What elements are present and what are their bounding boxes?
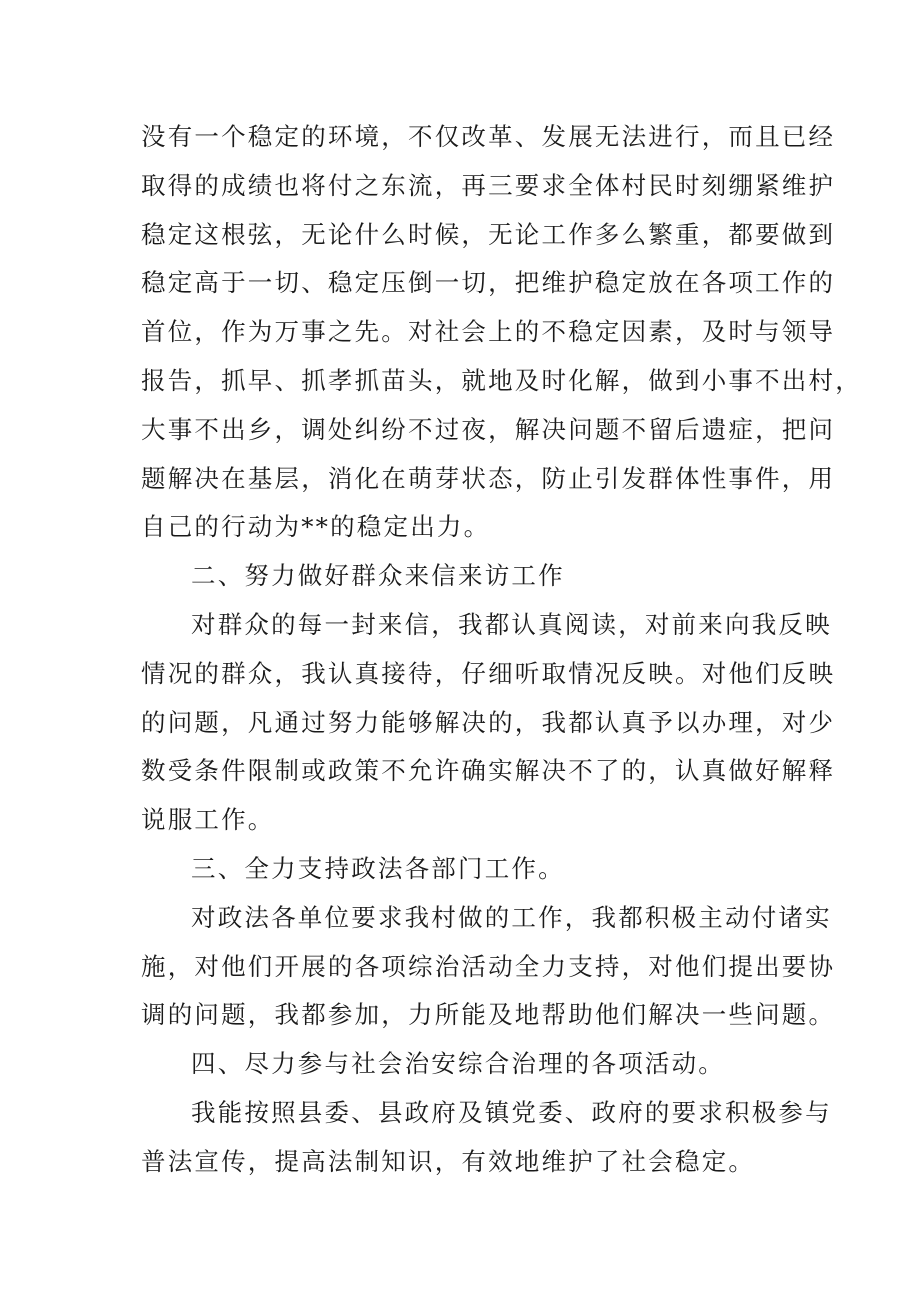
text-line: 稳定这根弦，无论什么时候，无论工作多么繁重，都要做到 [141,219,836,249]
text-line: 施，对他们开展的各项综治活动全力支持，对他们提出要协 [141,951,836,981]
section-heading-3: 三、全力支持政法各部门工作。 [191,853,565,883]
text-line: 取得的成绩也将付之东流，再三要求全体村民时刻绷紧维护 [141,170,836,200]
document-body [141,113,862,1187]
text-line: 说服工作。 [141,805,275,835]
text-line: 数受条件限制或政策不允许确实解决不了的，认真做好解释 [141,756,836,786]
text-line: 的问题，凡通过努力能够解决的，我都认真予以办理，对少 [141,707,836,737]
text-line: 对群众的每一封来信，我都认真阅读，对前来向我反映 [191,609,832,639]
text-line: 情况的群众，我认真接待，仔细听取情况反映。对他们反映 [141,658,836,688]
text-line: 稳定高于一切、稳定压倒一切，把维护稳定放在各项工作的 [141,268,836,298]
text-line: 没有一个稳定的环境，不仅改革、发展无法进行，而且已经 [141,122,836,151]
text-line: 我能按照县委、县政府及镇党委、政府的要求积极参与 [191,1097,832,1127]
text-line: 自己的行动为**的稳定出力。 [141,512,491,542]
section-heading-2: 二、努力做好群众来信来访工作 [191,561,565,591]
text-line: 报告，抓早、抓孝抓苗头，就地及时化解，做到小事不出村， [141,365,862,395]
text-line: 对政法各单位要求我村做的工作，我都积极主动付诸实 [191,902,832,932]
text-line: 首位，作为万事之先。对社会上的不稳定因素，及时与领导 [141,317,836,347]
section-heading-4: 四、尽力参与社会治安综合治理的各项活动。 [191,1049,725,1079]
text-line: 普法宣传，提高法制知识，有效地维护了社会稳定。 [141,1146,756,1176]
text-line: 大事不出乡，调处纠纷不过夜，解决问题不留后遗症，把问 [141,414,836,444]
text-line: 题解决在基层，消化在萌芽状态，防止引发群体性事件，用 [141,463,836,493]
text-line: 调的问题，我都参加，力所能及地帮助他们解决一些问题。 [141,1000,836,1030]
